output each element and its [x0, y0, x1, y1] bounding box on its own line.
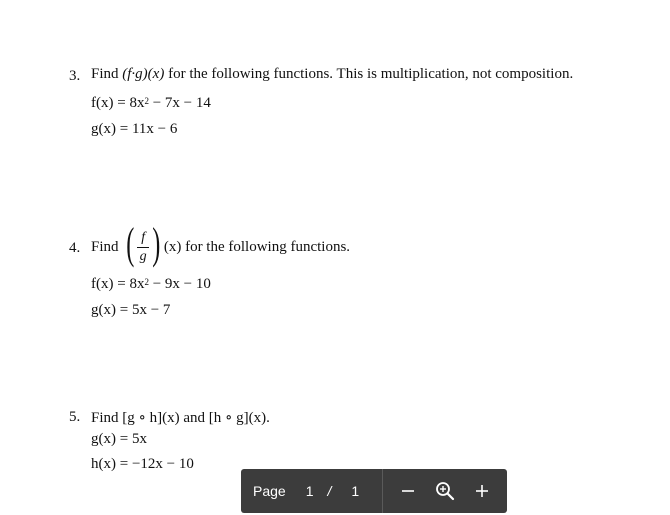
question-3-g: g(x) = 11x − 6 [91, 121, 178, 137]
total-pages: 1 [351, 483, 360, 499]
question-4-prompt [91, 219, 351, 272]
page-indicator [241, 469, 382, 513]
question-5-h: h(x) = −12x − 10 [91, 456, 194, 472]
question-3-number: 3. [69, 68, 81, 84]
zoom-in-button[interactable] [467, 476, 497, 506]
zoom-icon [435, 481, 455, 501]
question-4-g: g(x) = 5x − 7 [91, 302, 171, 318]
current-page-input[interactable]: 1 [305, 483, 314, 499]
plus-icon [474, 483, 490, 499]
zoom-out-button[interactable] [393, 476, 423, 506]
question-4-text: (x) for the following functions. [163, 238, 351, 255]
question-5-prompt: Find [g ∘ h](x) and [h ∘ g](x). [91, 410, 270, 426]
page-separator: / [327, 483, 332, 499]
question-3-prompt [91, 66, 573, 83]
pdf-toolbar [241, 469, 507, 513]
question-5-number: 5. [69, 409, 81, 425]
page-label: Page [253, 483, 286, 499]
question-4-number: 4. [69, 240, 81, 256]
minus-icon [400, 483, 416, 499]
question-4-f: $f(x) = 8x^2 - 9x - 10$ [91, 276, 211, 292]
question-5-g: g(x) = 5x [91, 431, 147, 447]
question-4-fraction: ( $\frac{f}{g}$ ) [125, 219, 161, 268]
fraction-denominator: g [139, 248, 147, 264]
question-3-find: Find [91, 66, 119, 82]
question-4-find: Find [91, 238, 119, 255]
zoom-fit-button[interactable] [430, 476, 460, 506]
question-3-text: for the following functions. This is multiplication, not composition. [168, 66, 574, 82]
fraction-numerator: f [141, 229, 146, 245]
question-3-expression: (f·g)(x) [122, 66, 165, 82]
question-3-f: $f(x) = 8x^2 - 7x - 14$ [91, 95, 211, 111]
